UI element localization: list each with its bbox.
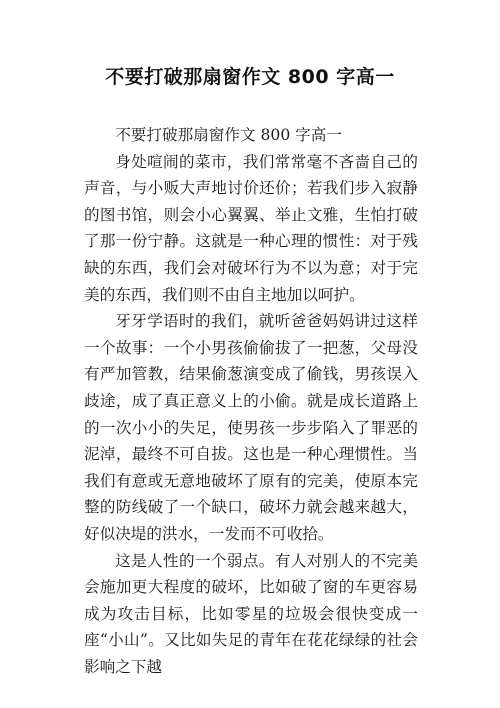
paragraph-1: 身处喧闹的菜市，我们常常毫不吝啬自己的声音，与小贩大声地讨价还价；若我们步入寂静的图书馆，则会小心翼翼、举止文雅，生怕打破了那一份宁静。这就是一种心理的惯性：对于残缺的东西，我们会对破坏行为不以为意；对于完美的东西，我们则不由自主地加以呵护。 bbox=[84, 152, 418, 304]
document-title: 不要打破那扇窗作文 800 字高一 bbox=[105, 66, 395, 88]
paragraph-2: 牙牙学语时的我们，就听爸爸妈妈讲过这样一个故事：一个小男孩偷偷拔了一把葱，父母没有严加管教，结果偷葱演变成了偷钱，男孩误入歧途，成了真正意义上的小偷。就是成长道路上的一次小小的失足，使男孩一步步陷入了罪恶的泥淖，最终不可自拔。这也是一种心理惯性。当我们有意或无意地破坏了原有的完美，使原本完整的防线破了一个缺口，破坏力就会越来越大，好似决堤的洪水，一发而不可收拾。 bbox=[84, 312, 418, 543]
document-subtitle: 不要打破那扇窗作文 800 字高一 bbox=[115, 126, 342, 144]
document-body bbox=[84, 122, 418, 680]
paragraph-3: 这是人性的一个弱点。有人对别人的不完美会施加更大程度的破坏，比如破了窗的车更容易成为攻击目标，比如零星的垃圾会很快变成一座“小山”。又比如失足的青年在花花绿绿的社会影响之下越 bbox=[84, 551, 418, 676]
